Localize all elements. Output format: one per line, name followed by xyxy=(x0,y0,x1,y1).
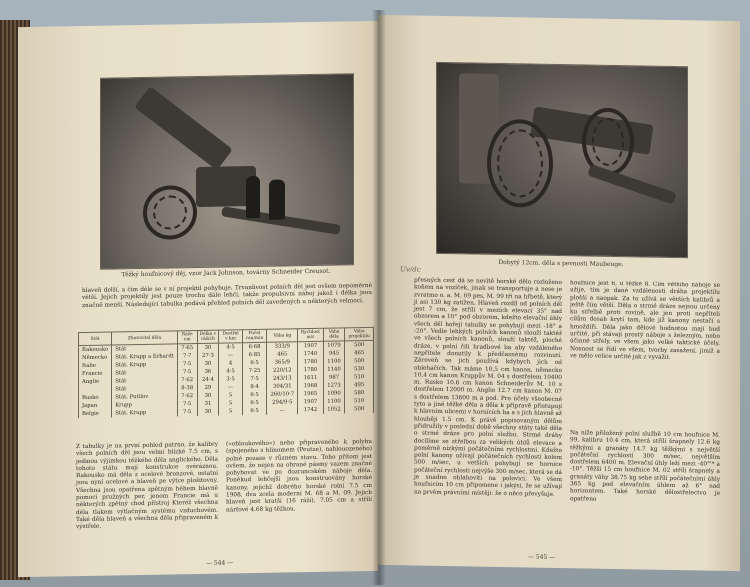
table-cell: 6·5 xyxy=(242,399,267,407)
right-page xyxy=(378,15,740,571)
table-cell: 987 xyxy=(323,373,345,381)
table-cell: 1740 xyxy=(298,350,324,358)
table-cell: Rusko xyxy=(79,394,112,403)
table-cell: Stát xyxy=(112,384,178,393)
left-page xyxy=(18,21,378,577)
table-cell: 1780 xyxy=(298,358,324,366)
left-photo-caption: Těžký houfnicový děj, vzor Jack Johnson, továrny Schneider Creusot. xyxy=(121,267,331,279)
right-column-1: přesných cest dá se nevítě horské dělo rozloženo koňem na vozíček, jinak se transportuje a nese je zvratmo o. a. M. 09 pes, M. 99 tři na hřbetě, který ji asi 130 kg zatížen. Hlaveň rozdíl od polních děl jest 7 cm, že střílí v mezích elevací 35° nad obzorem a 10° pod obzorem, kdežto elevační úhly všech děl hořejí tabulky se pohybují mezi -18° a -20°. Vedle lehkých polních kanonů slouží taktéž ve všech polních kanonů, slouží taktéž, ploché dráze, v polní čili hradbové ba aby vzdáleného nepřítele donutily k předčasnému rozvinutí. Zároveň se jich používá kdybych jich od oblehačích. Tak máme 10,5 cm kanon, německo 10,4 cm kanon Kruppův M. 04 s dostřelem 10400 m. Rusko 10.6 cm kanon Schneiderův M. 10 s dostřelem 12000 m. Anglie 12.7 cm kanon M. 07 s dostřelem 13600 m a pod. Pro účely všeobecné tyto a jiné těžké děla a děla k přípravě přistupují k hlavním ulicemi v hornících ba a s jich hlavně až hlouběji 1.5 cm. K právě popisovaným dělům přidružily v poslední době všechny státy také děla o strmé dráze pro polní službu. Strmé dráhy docílíme se střelbou za velikých úhlů elevace a poměrně nízkými počátečními rychlostmi. Kdežto polní kanony užívají počátečních rychlostí kolem 500 m/sec, u vetších pohybují se hornice počáteční rychlosti nejvýše 300 m/sec, která se dá je snadno oblahoviti na polovici. Ve všem houfnicím 10 cm připomene i jakýsi, že se užívají na prvém právními místěji: že o něco převyšuje. xyxy=(414,277,562,498)
table-cell: Stát xyxy=(112,368,178,377)
table-cell: 7·62 xyxy=(177,392,197,400)
left-column-1: Z tabulky je na první pohled patrno, že kalibry všech polních děl jsou velmi blízké 7.5 cm, s jedinou výjimkou těžkého děla anglického. Děla tohoto státu mají konstrukce svéráznou. Rakousko má děla z ocelové bronzové, ostatní jsou nyní ocelové a hlaveň pe výtce plošitovny. Všechna jsou opatřena zpětným během hlavně pomocí pružných per, jenom Francie má u některých zpětný chod přístroj Kteréž všechna děla tlakem výtlačným systému vzduchovém. Také děla hlaveň a všechna děla připraveném k výstřele. xyxy=(76,441,218,531)
table-cell: 530 xyxy=(345,365,374,374)
table-cell: 30 xyxy=(197,343,219,352)
table-cell: 7·25 xyxy=(242,367,267,375)
table-header-cell: Zhotovitel děla xyxy=(112,331,178,345)
table-cell: 1611 xyxy=(298,374,324,382)
howitzer-photo xyxy=(100,73,354,269)
table-cell: 260/10·7 xyxy=(267,390,298,399)
gun-trail xyxy=(587,164,676,205)
table-cell: 1100 xyxy=(323,397,345,405)
table-cell: 465 xyxy=(345,349,374,358)
table-cell: 1780 xyxy=(298,366,324,374)
table-cell: 1965 xyxy=(298,390,324,398)
table-cell: 7·7 xyxy=(177,352,197,360)
table-cell: Italie xyxy=(79,362,112,371)
table-cell: Stát, Putilov xyxy=(112,392,178,401)
table-header-cell: Počet ran/min xyxy=(242,329,267,342)
book-gutter xyxy=(372,10,386,585)
table-cell: 5 xyxy=(219,407,242,415)
table-cell: 27·3 xyxy=(197,352,219,360)
right-column-3: Na níže přiložený polní službě 10 cm houfnice M. 99, kalibru 10.4 cm, která střílí šrapnely 12.6 kg těžkými a granáty 14.7 kg těžkými s největší počáteční rychlostí 300 m/sec, největším dostřelem 6400 m. Elevační úhly leží mezi -40°'* a -10°. Těžší 15 cm houfnice M. 02 střílí šrapnely a granáty váhy 38.75 kg sebe střílí počátečními úhly 365 kg pod elevačním úhlem až 6° nad horizontem. Také horské dělostřelectvo je opatřeno xyxy=(570,430,720,503)
table-cell: 6·5 xyxy=(242,391,267,399)
table-cell: — xyxy=(267,406,298,415)
table-cell: 24·4 xyxy=(197,376,219,384)
left-intro-text: hlaveň delší, a čím déle se v ní projektil pohybuje. Trvanlivost polních děl jest ovšem nepoměrně větší. Jejich projektily jest pouze trochu dále lehčí, takže propulsivní náboj jakož i délka jsou značně menší. Následující tabulka podává přehled polních děl zavedených u některých velmocí. xyxy=(82,282,372,309)
table-cell: 6·85 xyxy=(242,351,267,359)
table-cell: 5 xyxy=(219,399,242,407)
table-cell: 4·5 xyxy=(219,343,242,352)
table-cell: 36 xyxy=(197,368,219,376)
table-cell: 1090 xyxy=(323,389,345,397)
table-cell: 500 xyxy=(345,340,374,349)
table-header-cell: Váha kg xyxy=(267,329,298,343)
table-cell: 500 xyxy=(345,357,374,366)
table-cell: 7·5 xyxy=(177,400,197,408)
table-cell: 1100 xyxy=(323,357,345,365)
right-page-number: — 545 — xyxy=(528,553,556,561)
table-cell: 7·5 xyxy=(177,368,197,376)
table-cell: Stát, Krupp xyxy=(112,408,178,417)
table-header-cell: Stát xyxy=(79,332,112,346)
table-header-cell: Dostřel v km xyxy=(219,330,242,343)
table-cell: 29 xyxy=(197,384,219,392)
table-cell: 7·5 xyxy=(242,375,267,383)
gun-wheel xyxy=(487,119,553,208)
table-cell: 510 xyxy=(345,397,374,406)
table-cell: 1052 xyxy=(323,405,345,413)
table-cell: 8·38 xyxy=(177,384,197,392)
table-cell: 6·5 xyxy=(242,407,267,415)
table-cell: 30 xyxy=(197,392,219,400)
table-cell: 510 xyxy=(345,373,374,382)
table-cell: 1907 xyxy=(298,398,324,406)
field-guns-table xyxy=(78,327,374,418)
table-cell: Francie xyxy=(79,370,112,379)
table-cell: 7·5 xyxy=(177,360,197,368)
howitzer-barrel xyxy=(134,86,233,170)
table-cell: 4·5 xyxy=(219,367,242,375)
table-cell: Japan xyxy=(79,402,112,411)
left-page-number: — 544 — xyxy=(206,559,234,567)
pencil-annotation: Uv/dc xyxy=(400,265,421,274)
table-cell: 8·4 xyxy=(242,383,267,391)
table-cell: 495 xyxy=(345,381,374,390)
table-cell: 304/31 xyxy=(267,382,298,391)
table-header-cell: Rychlost m/s xyxy=(298,328,324,341)
table-cell: 1079 xyxy=(323,341,345,350)
table-cell: 365/9 xyxy=(267,358,298,367)
table-header-cell: Váha děla xyxy=(323,328,345,341)
table-cell: 3·5 xyxy=(219,375,242,383)
table-cell: 7·62 xyxy=(177,376,197,384)
table-cell: — xyxy=(219,383,242,391)
table-cell: 1968 xyxy=(298,382,324,390)
table-cell: — xyxy=(219,351,242,359)
table-cell: 6·5 xyxy=(242,359,267,367)
table-cell: 1140 xyxy=(323,365,345,373)
table-cell: 465 xyxy=(267,350,298,359)
table-cell: 333/9 xyxy=(267,342,298,351)
table-cell: 7·5 xyxy=(177,408,197,416)
table-cell: 30 xyxy=(197,360,219,368)
table-cell: 243/13 xyxy=(267,374,298,383)
table-cell: 7·65 xyxy=(177,344,197,353)
table-cell: 31 xyxy=(197,400,219,408)
table-cell: Stát, Krupp xyxy=(112,360,178,369)
table-header-cell: Ráže cm xyxy=(177,331,197,344)
table-cell: Anglie xyxy=(79,378,112,387)
left-column-2: (»obloukového«) nebo připraveného k polybu (spojeného s hlinomem (Peutze), nahlouozeného) polně pozase v různém stavu. Toho přitom jest ovšem, že nejen na obrané pásmy vazem značné pohybovat ve po dozrancském náboje děla. Poněkud lehčejší jsou konstruovány horské kanony, jejichž dobrého horské rolní 7.5 cm 1908, dva zcela moderní M. 68 a M. 09. Jejich hlaveň jest kratší (16 ráží), 7.05 cm a střílí nárťové 4.68 kg těžkou. xyxy=(226,438,372,514)
right-column-2: houfnice jest 6, u těžké 8. Čím většího náboje se užije, tím je dané vzdálenosti dráha projektilu plošší a naopak. Za to užívá se větších kalibrů a ještě čím větší. Děla o strmé dráze nejsou určeny ku střelbě proti rovině, ale jen proti nepříteli cílům dosah krytí tam, kde již kanony nestačí s hmoždíři. Děla jako dělové hodnotou mají buď určité, při stávají prostý náboje s železným, nebo účinné střely, ve všem jako velké taktické účely. Nosnost se řídí ve všem, tvorby zasažení, jimiž a ve mělo velice určité jak z vyvážit. xyxy=(570,280,720,361)
captured-gun-photo xyxy=(436,62,688,258)
table-cell: Rakousko xyxy=(79,345,112,354)
table-cell: 6·68 xyxy=(242,342,267,351)
table-cell: 580 xyxy=(345,389,374,398)
table-cell: Belgie xyxy=(79,410,112,419)
table-cell: Německo xyxy=(79,354,112,363)
table-cell: Krupp xyxy=(112,400,178,409)
table-cell: 30 xyxy=(197,408,219,416)
table-cell: 945 xyxy=(323,349,345,357)
right-photo-caption: Dobytý 12cm. děla s pevnosti Maubeuge. xyxy=(498,258,624,269)
table-cell: 1742 xyxy=(298,406,324,414)
table-header-cell: Délka v rážích xyxy=(197,330,219,343)
table-cell: 5 xyxy=(219,391,242,399)
table-cell: 4 xyxy=(219,359,242,367)
table-cell: 220/12 xyxy=(267,366,298,375)
table-cell: Stát xyxy=(112,344,178,354)
table-cell: 1907 xyxy=(298,341,324,350)
soldier-figure xyxy=(246,176,260,218)
howitzer-wheel xyxy=(143,185,197,240)
table-cell: Stát xyxy=(112,376,178,385)
table-cell: 500 xyxy=(345,405,374,414)
table-cell: 1273 xyxy=(323,381,345,389)
table-cell: Stát, Krupp a Erhardt xyxy=(112,352,178,361)
table-header-cell: Váha projektilu xyxy=(345,327,374,341)
soldier-figure xyxy=(269,179,285,219)
table-cell: 294/9·5 xyxy=(267,398,298,407)
